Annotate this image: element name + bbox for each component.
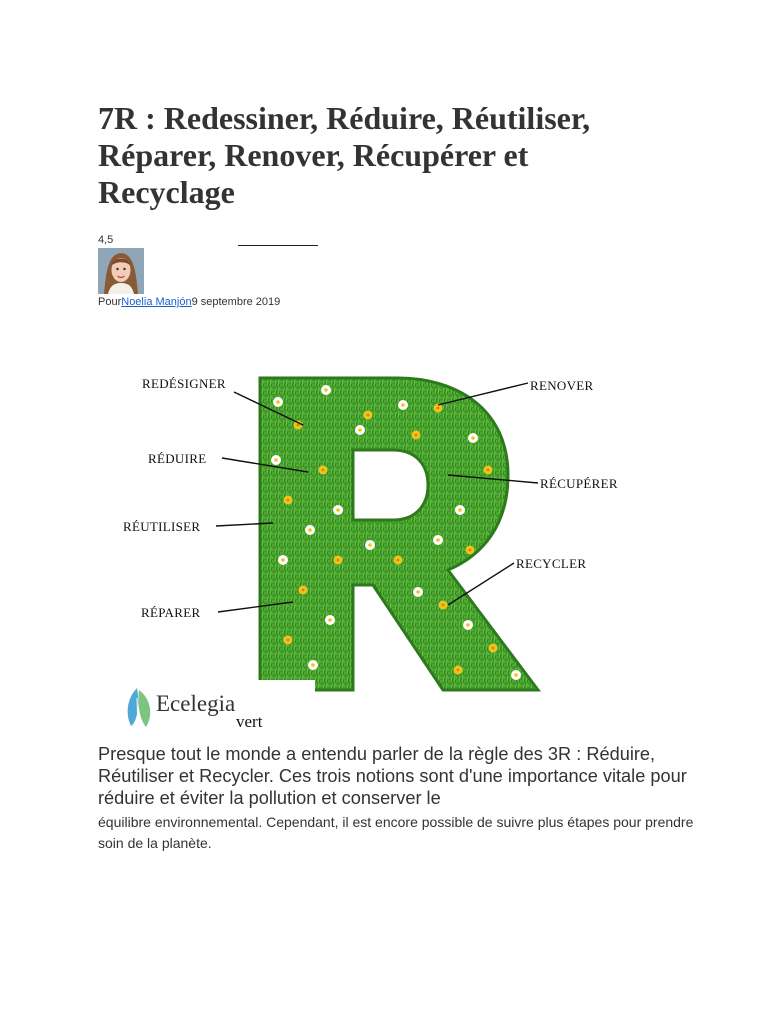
avatar-portrait — [98, 248, 144, 294]
label-redesigner: REDÉSIGNER — [142, 376, 226, 391]
logo-subtext: vert — [236, 712, 263, 731]
author-avatar[interactable] — [98, 248, 144, 294]
label-reduire: RÉDUIRE — [148, 451, 207, 466]
label-recuperer: RÉCUPÉRER — [540, 476, 618, 491]
logo-text: Ecelegia — [156, 691, 236, 716]
article-byline — [98, 296, 280, 308]
byline-prefix: Pour — [98, 296, 122, 308]
rating-value: 4,5 — [98, 234, 114, 246]
author-link[interactable]: Noelia Manjón — [121, 296, 192, 308]
label-reparer: RÉPARER — [141, 605, 201, 620]
article-title: 7R : Redessiner, Réduire, Réutiliser, Réparer, Renover, Récupérer et Recyclage — [98, 100, 591, 210]
rating-divider — [238, 245, 318, 246]
ecelegia-logo — [120, 680, 315, 738]
publish-date: 9 septembre 2019 — [191, 296, 281, 308]
grass-letter-r-image — [98, 330, 678, 740]
label-recycler: RECYCLER — [516, 556, 587, 571]
label-reutiliser: RÉUTILISER — [123, 519, 201, 534]
label-renover: RENOVER — [530, 378, 594, 393]
seven-r-illustration — [98, 330, 678, 740]
intro-paragraph: Presque tout le monde a entendu parler de la règle des 3R : Réduire, Réutiliser et Recycler. Ces trois notions sont d'une importance vitale pour réduire et éviter la pollution et conserver le — [98, 744, 687, 808]
detail-paragraph: équilibre environnemental. Cependant, il est encore possible de suivre plus étapes pour prendre soin de la planète. — [98, 814, 694, 851]
